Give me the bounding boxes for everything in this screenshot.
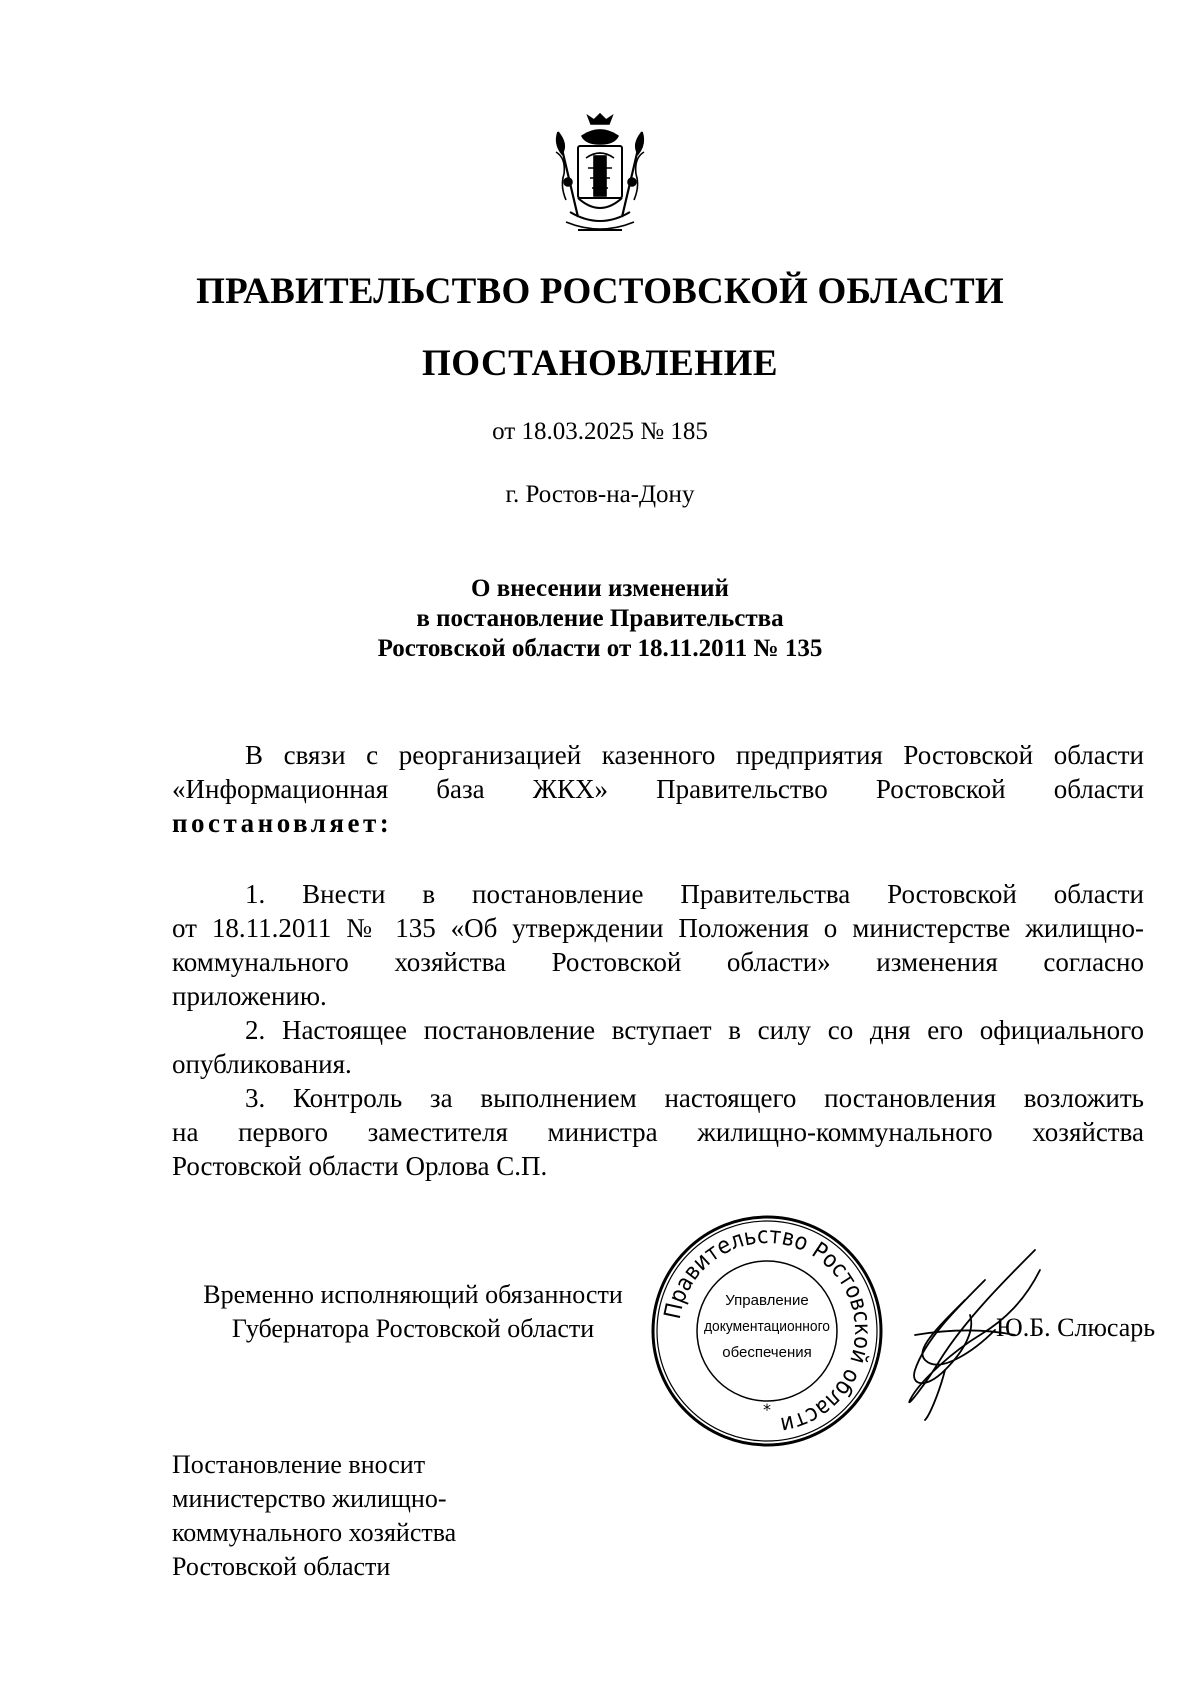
item-2-line: 2. Настоящее постановление вступает в силу со дня его официального xyxy=(245,1015,1144,1045)
preamble-line: В связи с реорганизацией казенного предприятия Ростовской области xyxy=(245,740,1144,770)
document-city: г. Ростов-на-Дону xyxy=(505,481,695,508)
item-1-line: от 18.11.2011 № 135 «Об утверждении Положения о министерстве жилищно- xyxy=(172,913,1144,943)
preamble-paragraph xyxy=(172,738,1144,840)
stamp-star: * xyxy=(763,1400,771,1419)
resolution-items xyxy=(172,877,1144,1183)
stamp-ring-text: Правительство Ростовской области xyxy=(659,1222,876,1438)
submitter-line: министерство жилищно- xyxy=(172,1484,447,1513)
item-1-line: приложению. xyxy=(172,981,327,1011)
submitter-note xyxy=(172,1448,456,1584)
submitter-line: Постановление вносит xyxy=(172,1450,426,1479)
coat-of-arms-emblem xyxy=(548,112,652,238)
stamp-center-line: документационного xyxy=(704,1318,830,1335)
document-subject xyxy=(0,574,1200,664)
signer-title xyxy=(172,1278,654,1346)
subject-line: Ростовской области от 18.11.2011 № 135 xyxy=(377,635,823,662)
preamble-line: «Информационная база ЖКХ» Правительство Ростовской области xyxy=(172,774,1144,804)
item-3-line: Ростовской области Орлова С.П. xyxy=(172,1151,548,1181)
item-3-line: 3. Контроль за выполнением настоящего постановления возложить xyxy=(245,1083,1144,1113)
stamp-center-line: Управление xyxy=(725,1292,809,1309)
official-stamp xyxy=(649,1213,885,1449)
subject-line: О внесении изменений xyxy=(471,575,729,602)
item-2-line: опубликования. xyxy=(172,1049,352,1079)
subject-line: в постановление Правительства xyxy=(416,605,784,632)
signer-title-line: Губернатора Ростовской области xyxy=(231,1314,595,1343)
item-1-line: коммунального хозяйства Ростовской области» изменения согласно xyxy=(172,947,1144,977)
document-type: ПОСТАНОВЛЕНИЕ xyxy=(421,343,779,384)
item-1-line: 1. Внести в постановление Правительства Ростовской области xyxy=(245,879,1144,909)
signer-name: Ю.Б. Слюсарь xyxy=(996,1313,1156,1342)
stamp-center-line: обеспечения xyxy=(722,1344,812,1361)
submitter-line: коммунального хозяйства xyxy=(172,1518,457,1547)
government-title: ПРАВИТЕЛЬСТВО РОСТОВСКОЙ ОБЛАСТИ xyxy=(196,271,1004,312)
signer-title-line: Временно исполняющий обязанности xyxy=(203,1280,623,1309)
document-number-date: от 18.03.2025 № 185 xyxy=(492,418,708,445)
item-3-line: на первого заместителя министра жилищно-коммунального хозяйства xyxy=(172,1117,1144,1147)
decision-word: постановляет: xyxy=(172,808,393,838)
submitter-line: Ростовской области xyxy=(172,1552,391,1581)
